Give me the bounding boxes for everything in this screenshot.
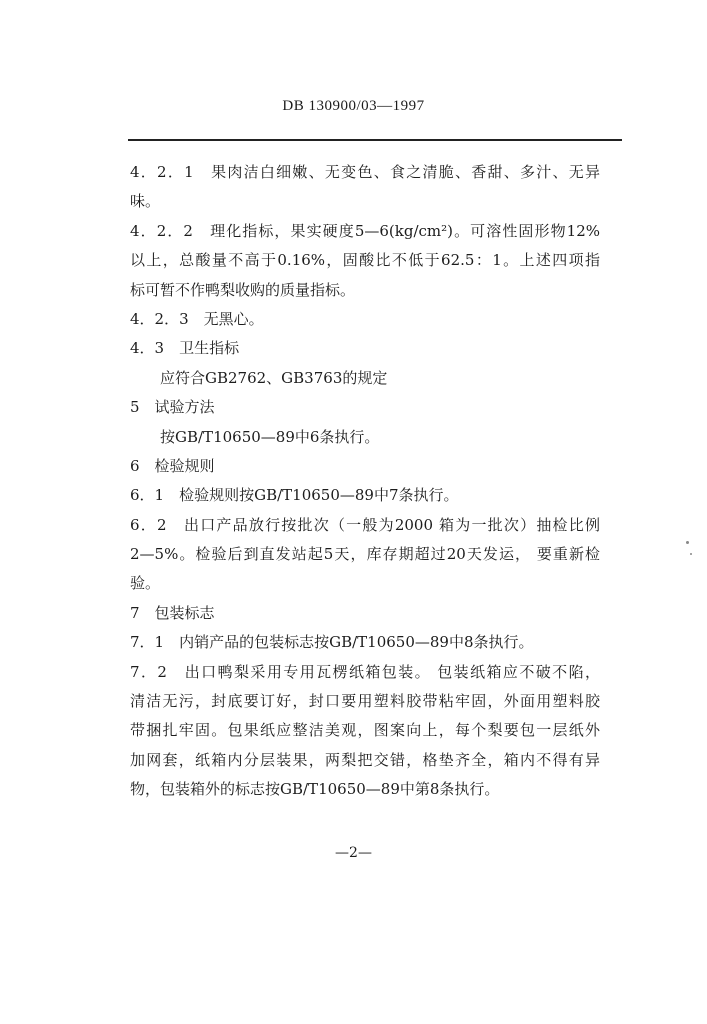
- scan-speck: [690, 553, 692, 555]
- text-line: 标可暂不作鸭梨收购的质量指标。: [130, 280, 356, 299]
- document-code: DB 130900/03—1997: [282, 98, 425, 114]
- text-line: 5 试验方法: [130, 398, 215, 417]
- text-line: 按GB/T10650—89中6条执行。: [160, 427, 380, 446]
- text-line: 7．2 出口鸭梨采用专用瓦楞纸箱包装。 包装纸箱应不破不陷，: [130, 662, 600, 681]
- scan-speck: [686, 541, 689, 544]
- text-line: 4．2．1 果肉洁白细嫩、无变色、食之清脆、香甜、多汁、无异: [130, 163, 600, 181]
- text-line: 味。: [130, 192, 161, 211]
- text-line: 7 包装标志: [130, 603, 215, 622]
- body-text: [130, 158, 600, 805]
- text-line: 清洁无污，封底要订好，封口要用塑料胶带粘牢固，外面用塑料胶: [130, 692, 600, 711]
- text-line: 6 检验规则: [130, 456, 215, 475]
- text-line: 7．1 内销产品的包装标志按GB/T10650—89中8条执行。: [130, 633, 534, 652]
- text-line: 2—5%。检验后到直发站起5天，库存期超过20天发运， 要重新检: [130, 545, 600, 564]
- text-line: 物，包装箱外的标志按GB/T10650—89中第8条执行。: [130, 780, 500, 799]
- text-line: 加网套，纸箱内分层装果，两梨把交错，格垫齐全，箱内不得有异: [130, 750, 600, 769]
- text-line: 应符合GB2762、GB3763的规定: [160, 368, 388, 387]
- text-line: 验。: [130, 574, 161, 593]
- text-line: 4．2．2 理化指标，果实硬度5—6(kg/cm²)。可溶性固形物12%: [130, 221, 600, 240]
- text-line: 6．2 出口产品放行按批次（一般为2000 箱为一批次）抽检比例: [130, 515, 600, 534]
- header-rule: [128, 139, 622, 141]
- text-line: 4．2．3 无黑心。: [130, 309, 264, 328]
- text-line: 6．1 检验规则按GB/T10650—89中7条执行。: [130, 486, 459, 505]
- text-line: 以上，总酸量不高于0.16%，固酸比不低于62.5：1。上述四项指: [130, 251, 600, 270]
- page-number: —2—: [335, 845, 372, 861]
- text-line: 带捆扎牢固。包果纸应整洁美观，图案向上，每个梨要包一层纸外: [130, 721, 600, 740]
- text-line: 4．3 卫生指标: [130, 339, 240, 358]
